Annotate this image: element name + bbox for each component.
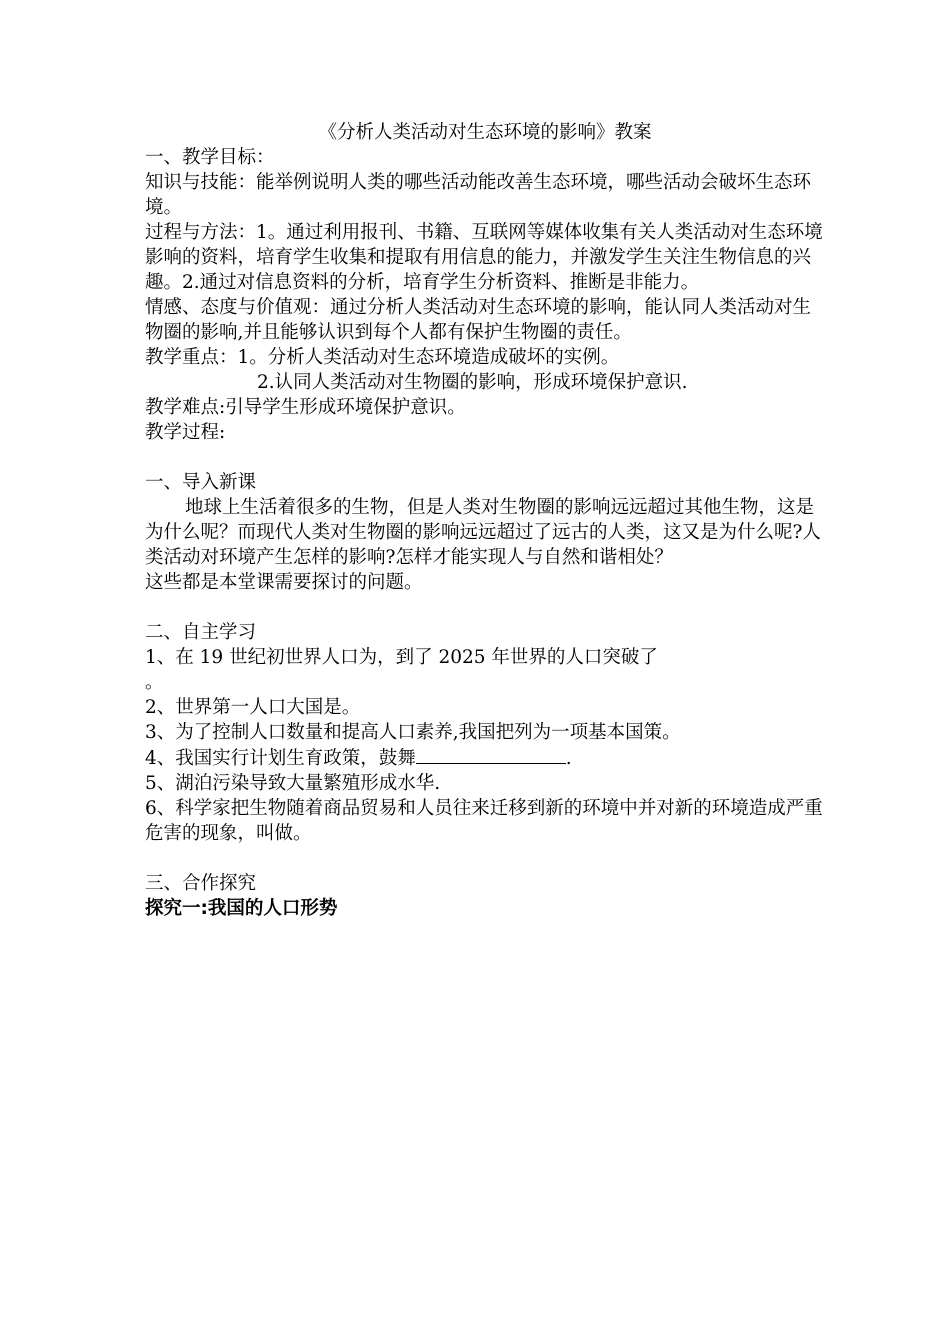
spacer bbox=[145, 846, 825, 871]
question-1: 1、在 19 世纪初世界人口为，到了 2025 年世界的人口突破了 bbox=[145, 647, 658, 668]
paragraph-emotion: 情感、态度与价值观：通过分析人类活动对生态环境的影响，能认同人类活动对生物圈的影响,并且能够认识到每个人都有保护生物圈的责任。 bbox=[145, 297, 812, 343]
explore-heading-1: 探究一:我国的人口形势 bbox=[145, 898, 338, 919]
question-4-text: 4、我国实行计划生育政策，鼓舞 bbox=[145, 748, 416, 769]
spacer bbox=[145, 595, 825, 620]
paragraph-process: 过程与方法：1。通过利用报刊、书籍、互联网等媒体收集有关人类活动对生态环境影响的资料，培育学生收集和提取有用信息的能力，并激发学生关注生物信息的兴趣。2.通过对信息资料的分析，培育学生分析资料、推断是非能力。 bbox=[145, 222, 823, 293]
section-heading-objectives: 一、教学目标： bbox=[145, 147, 275, 168]
key-point-1: 教学重点：1。分析人类活动对生态环境造成破坏的实例。 bbox=[145, 347, 620, 368]
section-heading-self-study: 二、自主学习 bbox=[145, 622, 257, 643]
paragraph-intro: 地球上生活着很多的生物，但是人类对生物圈的影响远远超过其他生物，这是为什么呢？而现代人类对生物圈的影响远远超过了远古的人类，这又是为什么呢?人类活动对环境产生怎样的影响?怎样才能实现人与自然和谐相处？ bbox=[145, 497, 821, 568]
intro-closing: 这些都是本堂课需要探讨的问题。 bbox=[145, 572, 423, 593]
paragraph-knowledge: 知识与技能：能举例说明人类的哪些活动能改善生态环境，哪些活动会破坏生态环境。 bbox=[145, 172, 812, 218]
difficulty-line: 教学难点:引导学生形成环境保护意识。 bbox=[145, 397, 466, 418]
section-heading-cooperation: 三、合作探究 bbox=[145, 873, 257, 894]
question-4-end: . bbox=[565, 748, 572, 769]
document-title: 《分析人类活动对生态环境的影响》教案 bbox=[318, 122, 652, 143]
question-6: 6、科学家把生物随着商品贸易和人员往来迁移到新的环境中并对新的环境造成严重危害的现象，叫做。 bbox=[145, 798, 823, 844]
question-1-end: 。 bbox=[145, 672, 164, 693]
question-3: 3、为了控制人口数量和提高人口素养,我国把列为一项基本国策。 bbox=[145, 722, 681, 743]
section-heading-intro: 一、导入新课 bbox=[145, 472, 257, 493]
key-point-2: 2.认同人类活动对生物圈的影响，形成环境保护意识. bbox=[257, 372, 688, 393]
spacer bbox=[145, 445, 825, 470]
process-heading: 教学过程: bbox=[145, 422, 226, 443]
question-5: 5、湖泊污染导致大量繁殖形成水华. bbox=[145, 773, 441, 794]
document-body bbox=[145, 120, 825, 921]
question-2: 2、世界第一人口大国是。 bbox=[145, 697, 361, 718]
question-4 bbox=[145, 745, 825, 771]
answer-blank[interactable] bbox=[416, 745, 566, 764]
